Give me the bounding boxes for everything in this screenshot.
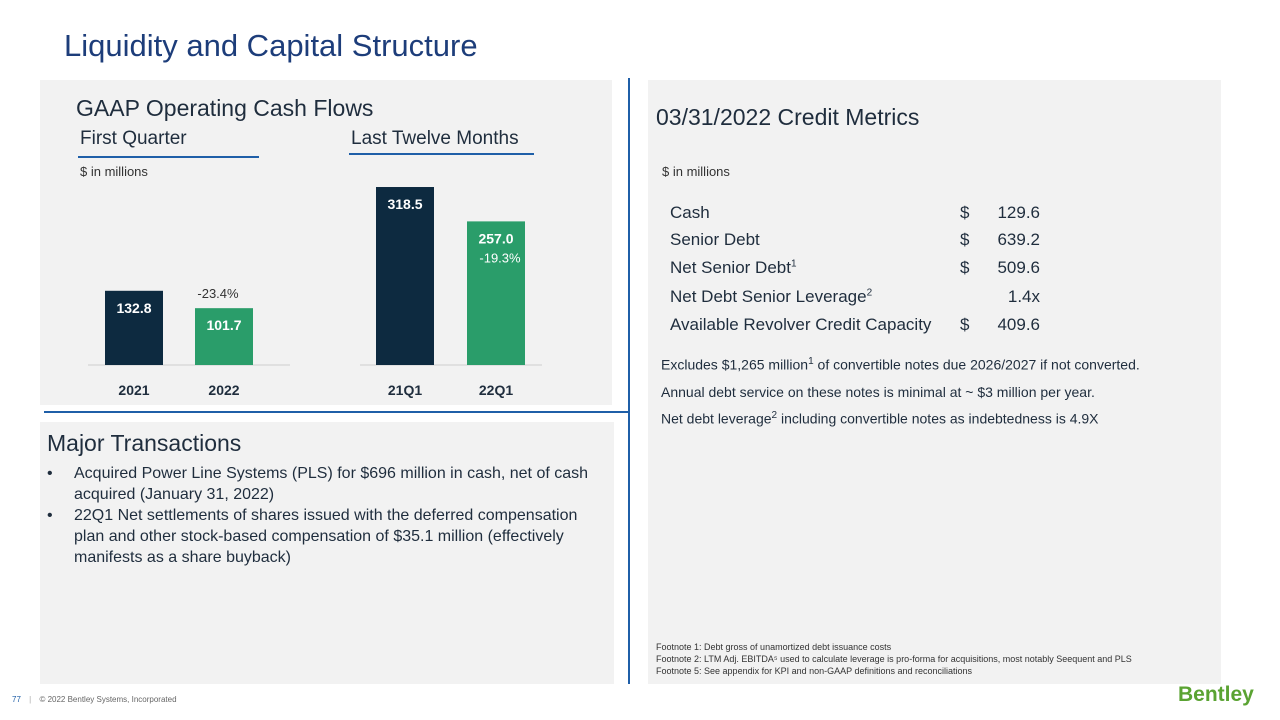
credit-metrics-heading: 03/31/2022 Credit Metrics <box>656 104 920 130</box>
bar-value-label: 101.7 <box>206 317 242 334</box>
horizontal-divider <box>44 411 628 413</box>
metric-label: Available Revolver Credit Capacity <box>670 315 932 334</box>
first-quarter-underline <box>78 156 259 158</box>
credit-units: $ in millions <box>662 164 730 179</box>
credit-metrics-panel <box>648 80 1221 684</box>
bar-value-label: 257.0 <box>478 230 514 247</box>
footer <box>12 695 177 704</box>
footer-separator: | <box>29 695 32 704</box>
bentley-logo: Bentley <box>1178 683 1254 706</box>
footnote-ref: 2 <box>866 287 873 299</box>
footnote-ref: 2 <box>771 410 778 421</box>
change-annotation: -23.4% <box>197 286 239 302</box>
bar-value-label: 318.5 <box>387 196 423 213</box>
cash-flows-chart <box>40 160 612 405</box>
metric-value: 1.4x <box>1007 287 1040 306</box>
metric-label: Senior Debt <box>670 230 760 249</box>
metric-row-senior-debt <box>670 230 1050 258</box>
metric-label: Cash <box>670 203 710 222</box>
metric-value: 639.2 <box>997 230 1040 249</box>
cash-flows-units: $ in millions <box>80 164 148 179</box>
metric-row-net-senior-debt <box>670 258 1050 286</box>
metric-label: Net Senior Debt <box>670 258 791 277</box>
x-tick-label: 2022 <box>208 382 240 398</box>
metric-currency: $ <box>960 315 970 334</box>
transactions-heading: Major Transactions <box>47 430 242 456</box>
x-tick-label: 2021 <box>118 382 150 398</box>
metric-value: 409.6 <box>997 315 1040 334</box>
change-annotation: -19.3% <box>479 250 521 266</box>
footnote-1: Footnote 1: Debt gross of unamortized debt issuance costs <box>656 642 892 652</box>
ltm-label: Last Twelve Months <box>351 128 519 149</box>
credit-note-2: Annual debt service on these notes is minimal at ~ $3 million per year. <box>661 384 1095 400</box>
metric-currency: $ <box>960 230 970 249</box>
cash-flows-heading: GAAP Operating Cash Flows <box>76 95 374 121</box>
transaction-item: • 22Q1 Net settlements of shares issued with the deferred compensation plan and other stock-based compensation of $35.1 million (effectively manifests as a share buyback) <box>44 505 589 568</box>
footnote-ref: 1 <box>808 356 814 367</box>
footnote-ref: 1 <box>790 258 797 270</box>
page-number: 77 <box>12 695 21 704</box>
transaction-item: • Acquired Power Line Systems (PLS) for $696 million in cash, net of cash acquired (January 31, 2022) <box>44 463 589 505</box>
metric-row-cash <box>670 203 1050 231</box>
transactions-list <box>44 463 589 568</box>
x-tick-label: 21Q1 <box>387 382 423 398</box>
bar-21Q1 <box>376 187 434 365</box>
vertical-divider <box>628 78 630 684</box>
copyright: © 2022 Bentley Systems, Incorporated <box>39 695 177 704</box>
footnote-2: Footnote 2: LTM Adj. EBITDA⁵ used to calculate leverage is pro-forma for acquisitions, most notably Seequent and PLS <box>656 654 1132 664</box>
metric-currency: $ <box>960 203 970 222</box>
first-quarter-label: First Quarter <box>80 128 187 149</box>
metric-row-leverage <box>670 287 1050 315</box>
footnote-5: Footnote 5: See appendix for KPI and non-GAAP definitions and reconciliations <box>656 666 973 676</box>
metric-label: Net Debt Senior Leverage <box>670 287 867 306</box>
x-tick-label: 22Q1 <box>478 382 514 398</box>
credit-note-1: Excludes $1,265 million$^1$ of convertible notes due 2026/2027 if not converted. <box>661 356 1140 373</box>
ltm-underline <box>349 153 534 155</box>
credit-note-3: Net debt leverage$^2$ including convertible notes as indebtedness is 4.9X <box>661 410 1099 427</box>
metric-value: 129.6 <box>997 203 1040 222</box>
metric-currency: $ <box>960 258 970 277</box>
metric-row-revolver <box>670 315 1050 343</box>
transactions-list-container <box>44 463 589 568</box>
bar-value-label: 132.8 <box>116 299 152 316</box>
page-title: Liquidity and Capital Structure <box>64 28 478 63</box>
metric-value: 509.6 <box>997 258 1040 277</box>
